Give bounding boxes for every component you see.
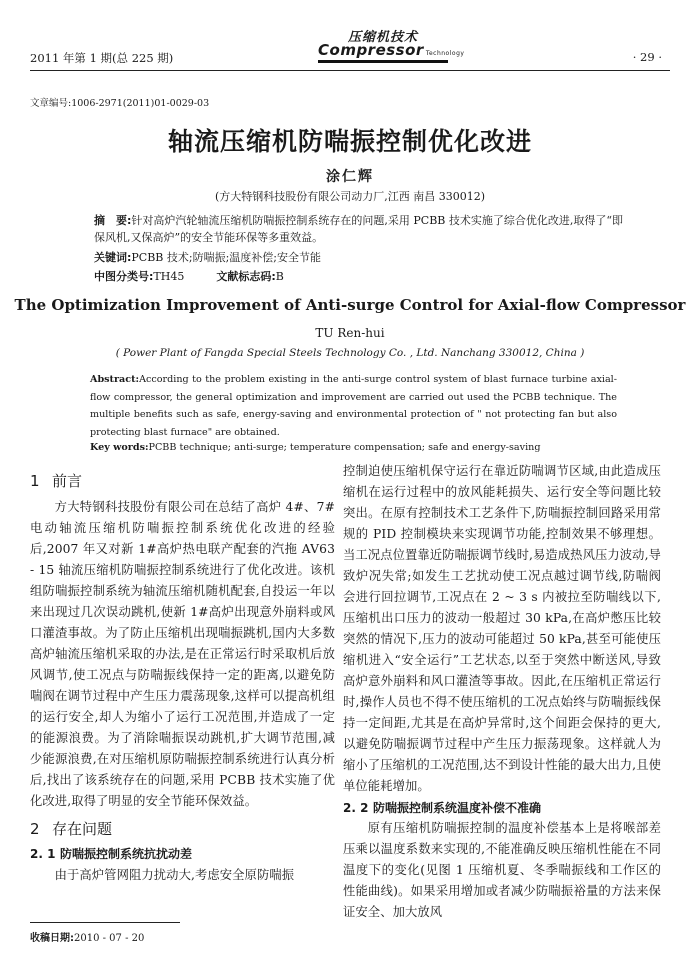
subsection-heading: 2. 2 防喘振控制系统温度补偿不准确 <box>343 801 542 815</box>
article-number: 文章编号:1006-2971(2011)01-0029-03 <box>30 98 210 109</box>
abstract-cn <box>94 212 629 246</box>
affiliation-en: ( Power Plant of Fangda Special Steels Technology Co. , Ltd. Nanchang 330012, China ) <box>115 347 585 359</box>
doc-code-label: 文献标志码: <box>216 270 276 283</box>
clc-label: 中图分类号: <box>94 270 154 283</box>
classification <box>94 268 284 284</box>
paragraph-2-2: 原有压缩机防喘振控制的温度补偿基本上是将喉部差压乘以温度系数来实现的,不能准确反映压缩机性能在不同温度下的变化(见图 1 压缩机夏、冬季喘振线和工作区的性能曲线)。如果采用增加或者减少防喘振裕量的方法来保证安全、加大放风 <box>343 821 661 919</box>
paragraph-2-1: 由于高炉管网阻力扰动大,考虑安全原防喘振 <box>54 868 295 882</box>
page-number: · 29 · <box>632 50 662 64</box>
left-column <box>30 470 335 886</box>
keywords-en <box>90 442 620 453</box>
footnote-rule <box>30 922 180 923</box>
keywords-cn-text: PCBB 技术;防喘振;温度补偿;安全节能 <box>131 251 322 264</box>
affiliation-cn: (方大特钢科技股份有限公司动力厂,江西 南昌 330012) <box>214 190 486 203</box>
header-rule <box>30 70 670 71</box>
logo-bar <box>318 60 448 63</box>
paragraph-2-1-cont: 控制迫使压缩机保守运行在靠近防喘调节区域,由此造成压缩机在运行过程中的放风能耗损失、运行安全等问题比较突出。在原有控制技术工艺条件下,防喘振控制回路采用常规的 PID 控制模块来实现调节功能,控制效果不够理想。当工况点位置靠近防喘振调节线时,易造成热风压力波动,导致炉况失常;如发生工艺扰动使工况点越过调节线,防喘阀会进行回拉调节,工况点在 2 ~ 3 s 内被拉至防喘线以下,压缩机出口压力的波动一般超过 30 kPa,在高炉憋压比较突然的情况下,压力的波动可能超过 50 kPa,甚至可能使压缩机进入“安全运行”工艺状态,以至于突然中断送风,导致高炉意外崩料和风口灌渣等事故。因此,在压缩机正常运行时,操作人员也不得不使压缩机的工况点始终与防喘振线保持一定间距,尤其是在高炉异常时,这个间距会保持的更大,以避免防喘振调节过程中产生压力振荡现象。这样就人为缩小了压缩机的工况范围,达不到设计性能的最大出力,且使单位能耗增加。 <box>343 464 661 793</box>
keywords-en-label: Key words: <box>90 442 149 453</box>
subsection-heading: 2. 1 防喘振控制系统抗扰动差 <box>30 847 193 861</box>
author-cn: 涂仁辉 <box>326 169 374 185</box>
doc-code-value: B <box>275 270 284 283</box>
journal-logo <box>318 26 465 66</box>
abstract-cn-label: 摘 要: <box>94 214 132 227</box>
clc-value: TH45 <box>153 270 185 283</box>
logo-en-text: Compressor Technology <box>318 41 465 59</box>
author-en: TU Ren-hui <box>315 326 385 340</box>
abstract-cn-text: 针对高炉汽轮轴流压缩机防喘振控制系统存在的问题,采用 PCBB 技术实施了综合优化改进,取得了“即保风机,又保高炉”的安全节能环保等多重效益。 <box>94 214 623 244</box>
abstract-en <box>90 371 617 441</box>
paragraph-intro: 方大特钢科技股份有限公司在总结了高炉 4#、7#电动轴流压缩机防喘振控制系统优化改进的经验后,2007 年又对新 1#高炉热电联产配套的汽拖 AV63 - 15 轴流压缩机防喘振控制系统进行了优化改进。该机组防喘振控制系统为轴流压缩机随机配套,自投运一年以来出现过几次误动跳机,使新 1#高炉出现意外崩料或风口灌渣事故。为了防止压缩机出现喘振跳机,国内大多数高炉轴流压缩机采取的办法,是在正常运行时采取机后放风调节,使工况点与防喘振线保持一定的距离,以避免防喘阀在调节过程中产生压力震荡现象,这样可以提高机组的运行安全,却人为缩小了运行工况范围,并造成了一定的能源浪费。为了消除喘振误动跳机,扩大调节范围,减少能源浪费,在对压缩机原防喘振控制系统进行认真分析后,找出了该系统存在的问题,采用 PCBB 技术实施了优化改进,取得了明显的安全节能环保效益。 <box>30 500 335 808</box>
abstract-en-text: According to the problem existing in the anti-surge control system of blast furnace turbine axial-flow compressor, the general optimization and improvement are carried out used the PCBB technique. The multiple benefits such as safe, energy-saving and environmental protection of " not protecting fan but also protecting blast furnace" are obtained. <box>90 374 617 438</box>
keywords-cn-label: 关键词: <box>94 251 132 264</box>
received-date-label: 收稿日期: <box>30 933 74 944</box>
title-en: The Optimization Improvement of Anti-surge Control for Axial-flow Compressor <box>14 296 686 314</box>
journal-issue: 2011 年第 1 期(总 225 期) <box>30 51 174 65</box>
section-heading: 1 前言 <box>30 472 83 490</box>
keywords-en-text: PCBB technique; anti-surge; temperature compensation; safe and energy-saving <box>148 442 541 453</box>
logo-cn-text: 压缩机技术 <box>348 30 419 45</box>
received-date-value: 2010 - 07 - 20 <box>74 933 145 944</box>
section-heading: 2 存在问题 <box>30 820 113 838</box>
received-date <box>30 929 144 944</box>
keywords-cn <box>94 249 321 265</box>
abstract-en-label: Abstract: <box>90 374 140 385</box>
right-column <box>343 461 661 923</box>
title-cn: 轴流压缩机防喘振控制优化改进 <box>167 127 532 156</box>
logo-tech-text: Technology <box>425 50 465 57</box>
